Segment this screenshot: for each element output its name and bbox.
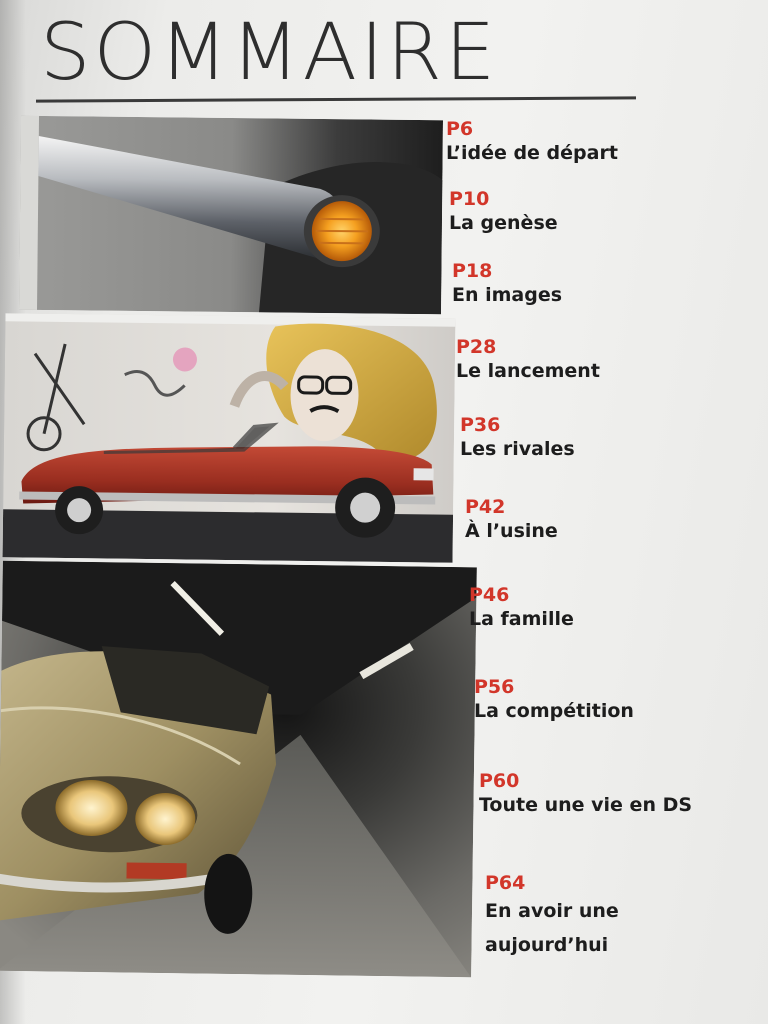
section-title: En images <box>452 284 563 306</box>
section-title-line-2: aujourd’hui <box>485 934 609 956</box>
section-title: Toute une vie en DS <box>479 794 693 816</box>
page-number: P64 <box>485 872 526 894</box>
page-number: P18 <box>452 260 493 282</box>
toc-item-p42[interactable] <box>465 496 558 545</box>
toc-item-p10[interactable] <box>449 188 558 237</box>
toc-item-p36[interactable] <box>460 414 575 463</box>
page-title: SOMMAIRE <box>40 8 499 98</box>
red-cabriolet-photo <box>3 313 456 562</box>
ds-tunnel-photo <box>0 561 477 978</box>
toc-item-p28[interactable] <box>456 336 600 385</box>
toc-item-p18[interactable] <box>452 260 562 309</box>
toc-item-p46[interactable] <box>469 584 574 633</box>
section-title: La genèse <box>449 212 558 234</box>
section-title: Le lancement <box>456 360 600 382</box>
toc-item-p6[interactable] <box>446 118 618 167</box>
page-number: P56 <box>474 676 515 698</box>
page-number: P6 <box>446 118 474 140</box>
page-number: P42 <box>465 496 506 518</box>
toc-item-p60[interactable] <box>479 770 692 819</box>
page-number: P46 <box>469 584 510 606</box>
section-title: La compétition <box>474 700 634 722</box>
page-number: P60 <box>479 770 520 792</box>
section-title: À l’usine <box>465 520 558 542</box>
section-title: Les rivales <box>460 438 575 460</box>
section-title: La famille <box>469 608 574 630</box>
toc-item-p64[interactable] <box>485 872 619 962</box>
taillight-photo <box>19 116 443 314</box>
page-number: P28 <box>456 336 497 358</box>
page-number: P36 <box>460 414 501 436</box>
section-title: L’idée de départ <box>446 142 618 164</box>
page-number: P10 <box>449 188 490 210</box>
section-title-line-1: En avoir une <box>485 900 619 922</box>
toc-item-p56[interactable] <box>474 676 634 725</box>
